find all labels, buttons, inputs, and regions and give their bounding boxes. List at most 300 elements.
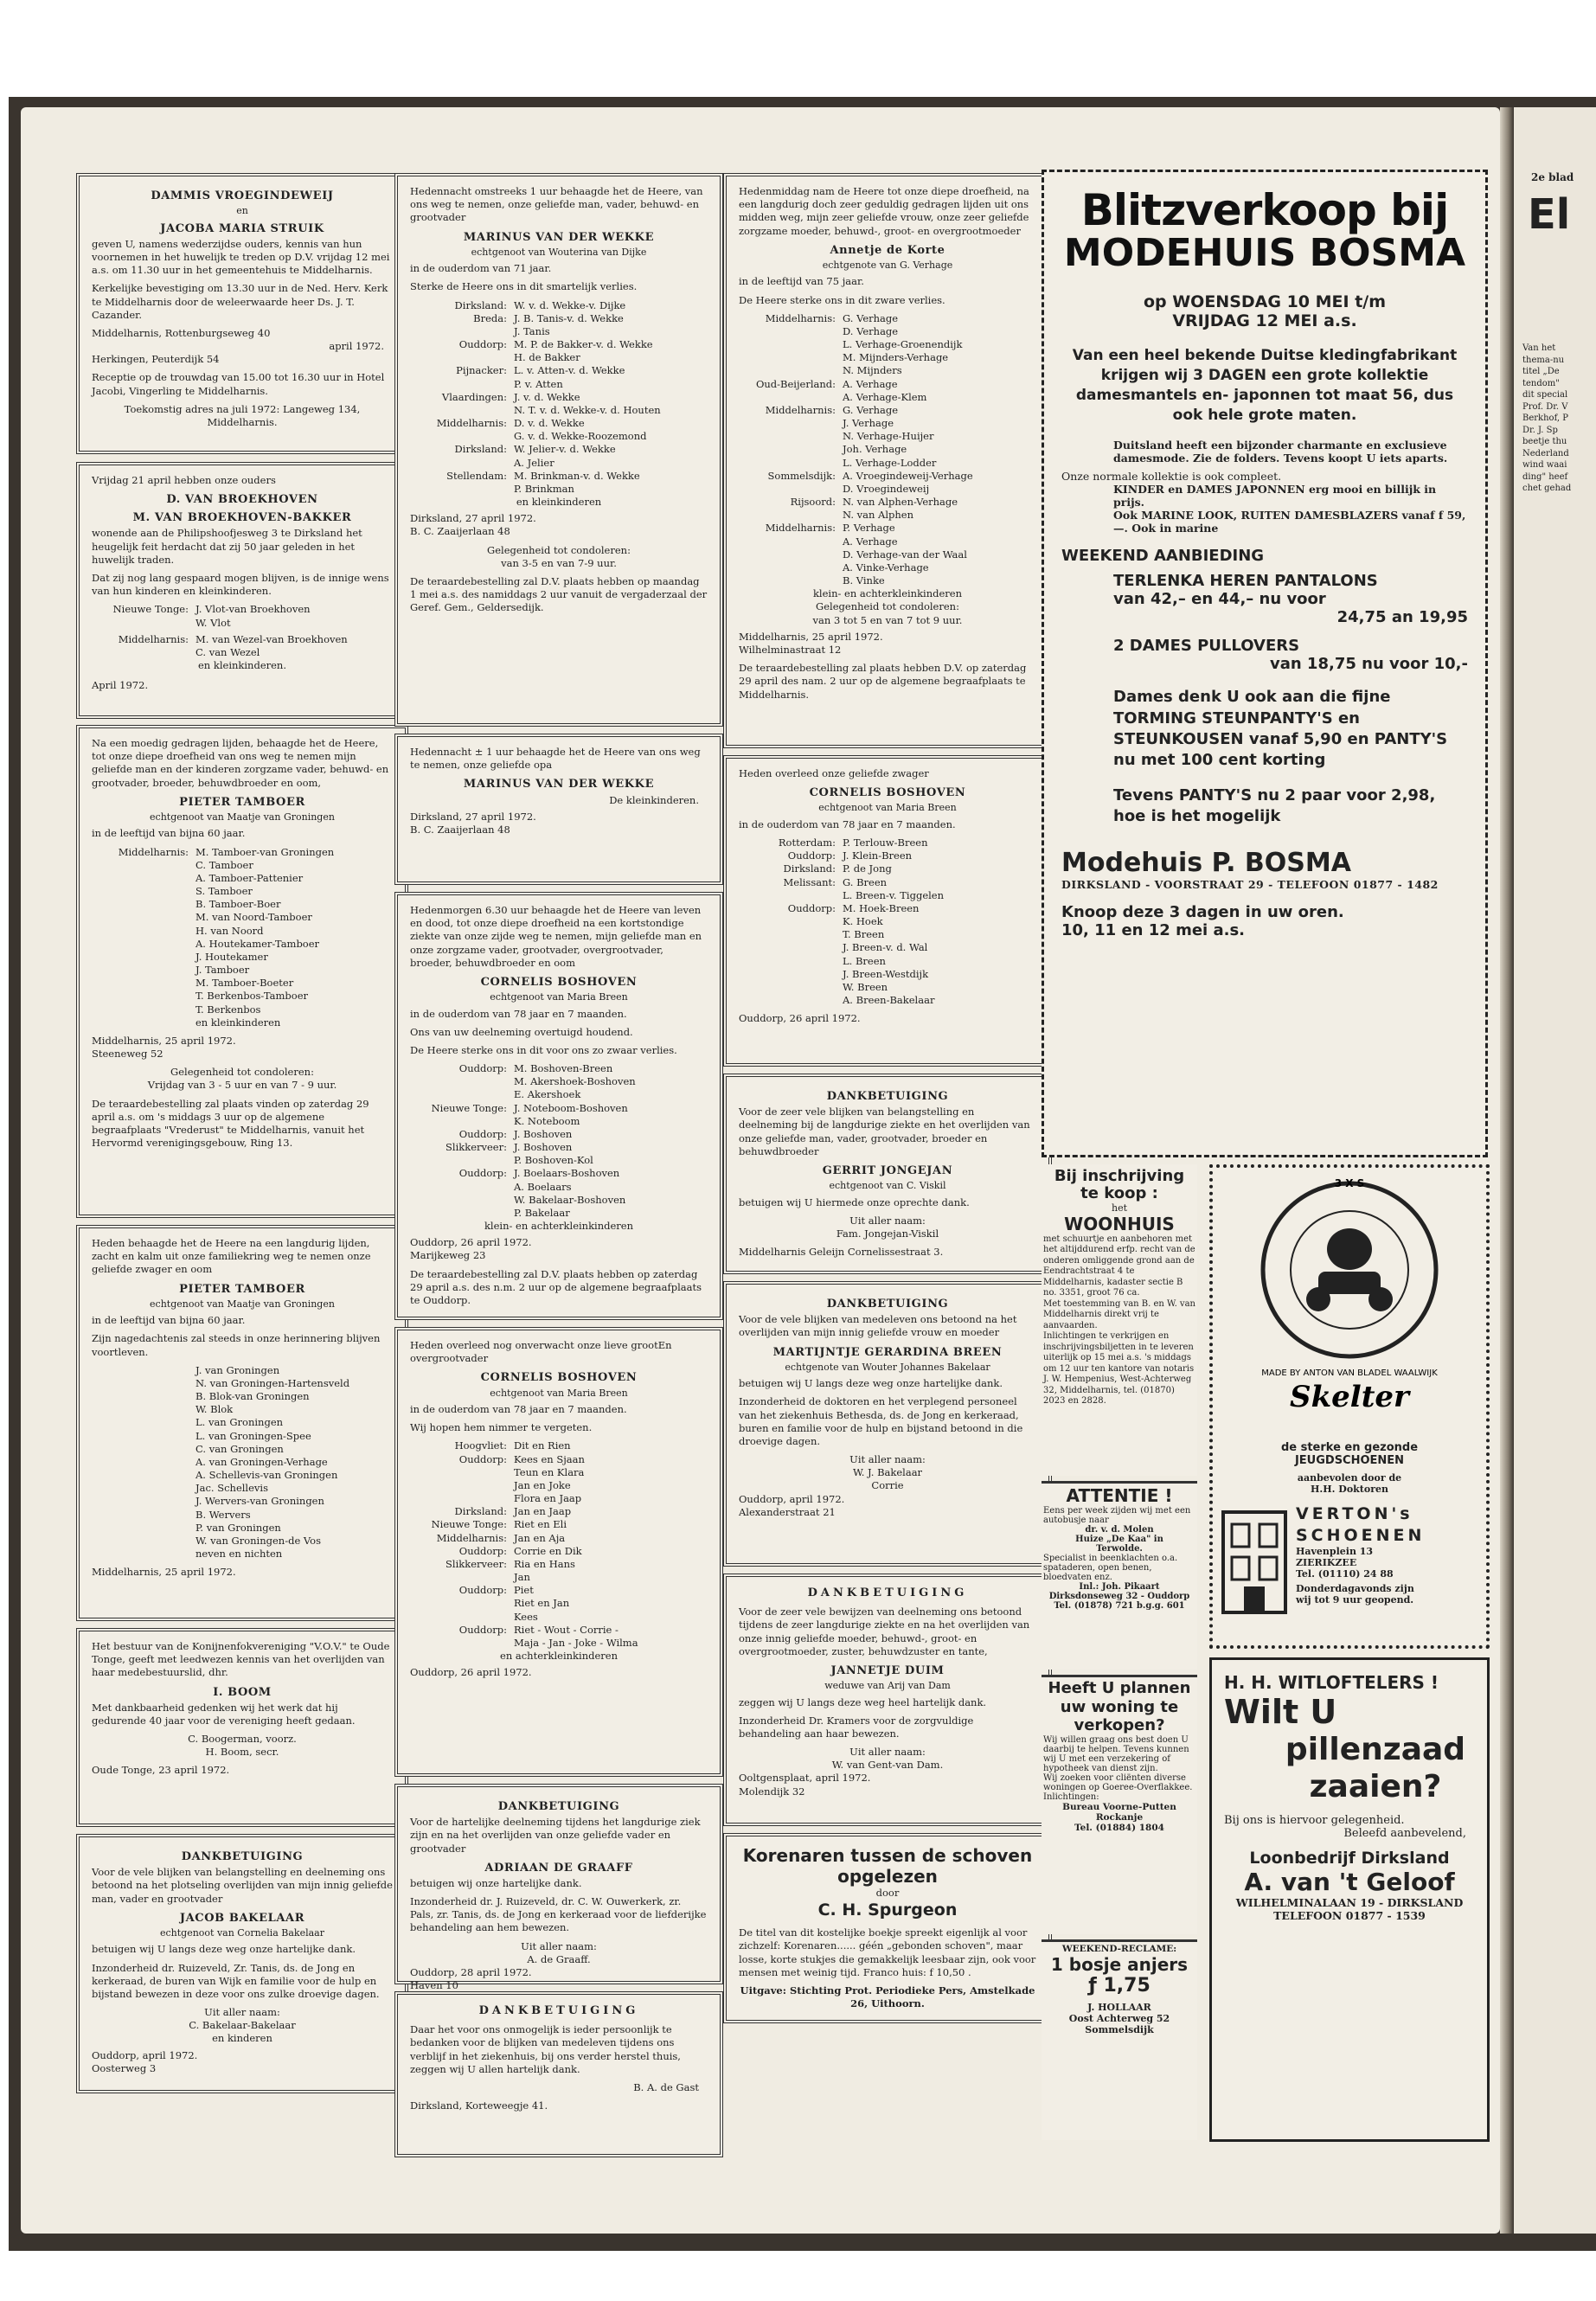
notice-title: DANKBETUIGING: [826, 1298, 949, 1311]
family-names: Riet en Eli: [514, 1518, 567, 1531]
deceased-spouse: echtgenoot van Maria Breen: [490, 991, 628, 1003]
notice-body: Na een moedig gedragen lijden, behaagde het de Heere, tot onze diepe droefheid van ons weg te nemen mijn geliefde man en der kinderen zorgzame vader, behuwd- en grootvader, broeder, behuwdbroeder en oom,: [92, 737, 389, 789]
notice-date: Middelharnis, 25 april 1972. Wilhelminastraat 12: [739, 630, 883, 656]
ad-offer-panty: Dames denk U ook aan die fijne TORMING STEUNPANTY'S en STEUNKOUSEN vanaf 5,90 en PANTY'S nu met 100 cent korting: [1113, 688, 1448, 770]
notice-jongejan: [723, 1074, 1052, 1274]
deceased-spouse: echtgenoot van Maria Breen: [490, 1387, 628, 1399]
family-place: Ouddorp:: [458, 1544, 507, 1557]
notice-date: Dirksland, 27 april 1972. B. C. Zaaijerlaan 48: [410, 512, 536, 538]
next-page-label: 2e blad: [1531, 171, 1574, 183]
deceased-name: MARINUS VAN DER WEKKE: [463, 230, 655, 244]
notice-tamboer-2: [76, 1225, 408, 1621]
notice-address-2: Herkingen, Peuterdijk 54: [92, 353, 220, 366]
family-row: [739, 470, 1036, 496]
notice-boom: [76, 1628, 408, 1827]
ad-offer-pantalons-new: 24,75 an 19,95: [1336, 608, 1468, 627]
notice-address: Middelharnis, Rottenburgseweg 40: [92, 326, 271, 339]
family-place: Ouddorp:: [458, 1167, 507, 1180]
ad-publisher: Uitgave: Stichting Prot. Periodieke Pers, Amstelkade 26, Uithoorn.: [740, 1984, 1035, 2010]
notice-end: en kleinkinderen.: [198, 659, 286, 672]
deceased-spouse: echtgenote van Wouter Johannes Bakelaar: [785, 1361, 990, 1373]
family-names: W. Jelier-v. d. Wekke A. Jelier: [514, 443, 616, 469]
family-row: [739, 876, 1036, 902]
notice-date: Ooltgensplaat, april 1972. Molendijk 32: [739, 1772, 871, 1798]
ad-contact: Inl.: Joh. Pikaart Dirksdonseweg 32 - Ouddorp Tel. (01878) 721 b.g.g. 601: [1048, 1582, 1190, 1611]
ad-woonhuis: [1042, 1164, 1197, 1476]
notice-title: DANKBETUIGING: [478, 2004, 639, 2017]
family-row: [92, 633, 393, 659]
notice-body: Hedennacht omstreeks 1 uur behaagde het de Heere, van ons weg te nemen, onze geliefde man, vader, behuwd- en grootvader: [410, 185, 703, 224]
notice-duim: [723, 1574, 1052, 1826]
family-names: M. Brinkman-v. d. Wekke P. Brinkman: [514, 469, 640, 495]
notice-body-3: Inzonderheid Dr. Kramers voor de zorgvuldige behandeling aan haar bewezen.: [739, 1714, 974, 1740]
deceased-name: GERRIT JONGEJAN: [822, 1163, 953, 1177]
ad-address: WILHELMINALAAN 19 - DIRKSLAND: [1235, 1896, 1464, 1910]
family-row: [92, 846, 393, 1029]
deceased-age: in de ouderdom van 71 jaar.: [410, 262, 552, 275]
notice-body-2: zeggen wij U langs deze weg heel hartelijk dank.: [739, 1695, 987, 1708]
family-names: L. v. Atten-v. d. Wekke P. v. Atten: [514, 364, 625, 390]
deceased-name: CORNELIS BOSHOVEN: [480, 1371, 638, 1385]
notice-signature: Uit aller naam: W. van Gent-van Dam.: [831, 1746, 944, 1772]
ad-signoff: Beleefd aanbevelend,: [1343, 1827, 1466, 1841]
notice-title-2: M. VAN BROEKHOVEN-BAKKER: [132, 511, 352, 525]
family-names: M. Boshoven-Breen M. Akershoek-Boshoven E. Akershoek: [514, 1062, 636, 1101]
notice-body-2: betuigen wij U langs deze weg onze hartelijke dank.: [92, 1943, 356, 1956]
notice-boshoven-1: [394, 892, 723, 1320]
notice-date: Ouddorp, 26 april 1972.: [739, 1012, 861, 1025]
notice-date: Dirksland, 27 april 1972. B. C. Zaaijerlaan 48: [410, 810, 536, 836]
deceased-spouse: echtgenoot van Maatje van Groningen: [150, 811, 335, 823]
notice-tamboer-1: [76, 725, 408, 1218]
family-row: [410, 1453, 708, 1506]
ad-body: Eens per week zijden wij met een autobusje naar: [1043, 1506, 1191, 1525]
deceased-spouse: echtgenoot van Maria Breen: [818, 802, 957, 814]
notice-title: DAMMIS VROEGINDEWEIJ: [151, 189, 334, 202]
notice-korte: [723, 173, 1052, 748]
ad-shop-headline: MODEHUIS BOSMA: [1063, 230, 1466, 275]
notice-dammis: [76, 173, 408, 454]
notice-body: geven U, namens wederzijdse ouders, kennis van hun voornemen in het huwelijk te treden op D.V. vrijdag 12 mei a.s. om 11.30 uur in het gemeentehuis te Middelharnis.: [92, 237, 390, 277]
notice-signature: C. Boogerman, voorz. H. Boom, secr.: [188, 1733, 297, 1759]
notice-date: Oude Tonge, 23 april 1972.: [92, 1764, 230, 1777]
notice-body-2: Kerkelijke bevestiging om 13.30 uur in de Ned. Herv. Kerk te Middelharnis door de weleerwaarde heer Ds. J. T. Cazander.: [92, 282, 388, 321]
kart-icon: [1306, 1228, 1393, 1311]
notice-broekhoven: [76, 462, 408, 719]
notice-title-2: JACOBA MARIA STRUIK: [160, 221, 324, 235]
family-row: [410, 1439, 708, 1452]
ad-headline: ATTENTIE !: [1066, 1485, 1173, 1506]
family-names: Corrie en Dik: [514, 1544, 582, 1557]
deceased-spouse: echtgenoot van Maatje van Groningen: [150, 1298, 335, 1310]
family-place: Middelharnis:: [118, 845, 189, 858]
notice-gast: [394, 1991, 723, 2157]
ad-plannen: [1042, 1675, 1197, 1934]
notice-wekke-2: [394, 734, 723, 885]
family-row: [410, 1518, 708, 1531]
notice-title: DANKBETUIGING: [807, 1586, 968, 1599]
notice-body-2: Met dankbaarheid gedenken wij het werk dat hij gedurende 40 jaar voor de vereniging heeft gedaan.: [92, 1701, 356, 1727]
notice-funeral: De teraardebestelling zal plaats vinden op zaterdag 29 april a.s. om 's middags 3 uur op de algemene begraafplaats "Vrederust" te Middelharnis, vanuit het Hervormd verenigingsgebouw, Ring 13.: [92, 1097, 369, 1150]
family-place: Melissant:: [783, 875, 836, 888]
notice-title: DANKBETUIGING: [826, 1090, 949, 1103]
ad-address: dr. v. d. Molen Huize „De Kaa" in Terwolde.: [1075, 1525, 1163, 1554]
ad-headline: Bij inschrijving te koop :: [1054, 1167, 1185, 1202]
family-names: M. P. de Bakker-v. d. Wekke H. de Bakker: [514, 338, 653, 364]
notice-body-2: Wij hopen hem nimmer te vergeten.: [410, 1421, 593, 1434]
family-place: Vlaardingen:: [441, 390, 507, 403]
ad-headline: Blitzverkoop bij: [1080, 185, 1449, 235]
family-row: [739, 312, 1036, 378]
notice-body: Voor de zeer vele bewijzen van deelneming ons betoond tijdens de zeer langdurige ziekte en na het overlijden van onze innig geliefde moeder, behuwd-, groot- en overgrootmoeder, zuster, behuwdzuster en tante,: [739, 1606, 1030, 1657]
notice-end: en achterkleinkinderen: [500, 1650, 618, 1663]
deceased-spouse: weduwe van Arij van Dam: [824, 1680, 951, 1691]
ad-offer-pantalons: TERLENKA HEREN PANTALONS: [1113, 572, 1378, 591]
notice-body: Heden overleed nog onverwacht onze lieve grootEn overgrootvader: [410, 1339, 672, 1365]
notice-signature: De kleinkinderen.: [609, 793, 699, 806]
family-names: Ria en Hans Jan: [514, 1557, 575, 1584]
notice-body-2: betuigen wij U langs deze weg onze hartelijke dank.: [739, 1377, 1003, 1390]
notice-body: wonende aan de Philipshoofjesweg 3 te Dirksland het heugelijk feit herdacht dat zij 50 jaar geleden in het huwelijk traden.: [92, 527, 362, 566]
family-row: [410, 470, 708, 496]
family-place: Oud-Beijerland:: [755, 377, 836, 390]
deceased-age: in de ouderdom van 78 jaar en 7 maanden.: [739, 817, 956, 830]
family-place: Hoogvliet:: [454, 1439, 507, 1452]
notice-body: Hedenmorgen 6.30 uur behaagde het de Heere van leven en dood, tot onze diepe droefheid na een kortstondige ziekte van onze zijde weg te nemen, mijn geliefde man en onze zorgzame vader, grootvader, overgrootvader, broeder, behuwdbroeder en oom: [410, 904, 702, 969]
notice-date: Dirksland, Korteweegje 41.: [410, 2099, 548, 2112]
family-row: [410, 443, 708, 469]
family-place: Breda:: [473, 311, 507, 324]
family-row: [410, 1102, 708, 1128]
family-names: M. van Wezel-van Broekhoven C. van Wezel: [195, 632, 348, 658]
family-row: [739, 902, 1036, 1007]
family-place: Dirksland:: [454, 443, 507, 456]
family-names: G. Verhage D. Verhage L. Verhage-Groenendijk M. Mijnders-Verhage N. Mijnders: [843, 311, 963, 377]
family-place: Ouddorp:: [787, 901, 836, 914]
deceased-age: in de leeftijd van 75 jaar.: [739, 275, 864, 288]
notice-signature: B. A. de Gast: [633, 2080, 699, 2093]
ad-recommended: aanbevolen door de H.H. Doktoren: [1297, 1472, 1402, 1495]
ad-offer-pullovers: 2 DAMES PULLOVERS: [1113, 637, 1300, 656]
family-row: [410, 1532, 708, 1545]
notice-signature: Uit aller naam: Fam. Jongejan-Viskil: [836, 1214, 939, 1240]
deceased-name: I. BOOM: [213, 1685, 272, 1699]
family-names: Jan en Aja: [514, 1531, 566, 1544]
ad-dates: op WOENSDAG 10 MEI t/m VRIJDAG 12 MEI a.s.: [1143, 292, 1387, 330]
family-row: [410, 1167, 708, 1220]
family-row: [739, 378, 1036, 404]
notice-reception: Receptie op de trouwdag van 15.00 tot 16.30 uur in Hotel Jacobi, Vingerling te Middelharnis.: [92, 371, 385, 397]
family-place: Slikkerveer:: [445, 1141, 507, 1154]
ad-attentie: [1042, 1481, 1197, 1670]
family-row: [92, 603, 393, 629]
deceased-name: JANNETJE DUIM: [830, 1663, 945, 1677]
ad-anjers: [1042, 1939, 1197, 2140]
family-names: J. Boshoven: [514, 1127, 573, 1140]
notice-body-2: Ons van uw deelneming overtuigd houdend.: [410, 1025, 633, 1038]
logo-ring-text: MADE BY ANTON VAN BLADEL WAALWIJK: [1261, 1368, 1438, 1378]
notice-condolences: Gelegenheid tot condoleren: van 3 tot 5 en van 7 tot 9 uur.: [812, 600, 963, 626]
notice-title: DANKBETUIGING: [497, 1800, 620, 1813]
notice-body-2: Zijn nagedachtenis zal steeds in onze herinnering blijven voortleven.: [92, 1332, 381, 1358]
deceased-name: CORNELIS BOSHOVEN: [809, 786, 966, 800]
family-place: Middelharnis:: [118, 632, 189, 645]
notice-end: en kleinkinderen: [516, 496, 602, 509]
page-spine: [1500, 107, 1514, 2234]
notice-body-3: Inzonderheid dr. Ruizeveld, Zr. Tanis, ds. de Jong en kerkeraad, de buren van Wijk en familie voor de hulp en bijstand bewezen in deze voor ons zulke droevige dagen.: [92, 1961, 380, 2000]
family-names: J. Noteboom-Boshoven K. Noteboom: [514, 1101, 628, 1127]
deceased-name: JACOB BAKELAAR: [179, 1911, 305, 1925]
family-list: [410, 299, 708, 497]
family-place: Ouddorp:: [458, 1452, 507, 1465]
ad-subject: WOONHUIS: [1064, 1213, 1175, 1234]
notice-boshoven-2: [394, 1327, 723, 1777]
family-row: [410, 364, 708, 390]
ad-body-3: Inlichtingen te verkrijgen en inschrijvingsbiljetten in te leveren uiterlijk op 15 mei a.s. 's middags om 12 uur ten kantore van notaris J. W. Hempenius, West-Achterweg 32, Middelharnis, tel. (01870) 2023 en 2828.: [1043, 1331, 1195, 1407]
family-row: [739, 862, 1036, 875]
ad-question: pillenzaad zaaien?: [1285, 1732, 1466, 1805]
family-place: Ouddorp:: [458, 1623, 507, 1636]
family-names: J. B. Tanis-v. d. Wekke J. Tanis: [514, 311, 624, 337]
brand-skelter: Skelter: [1290, 1380, 1409, 1414]
notice-title: DANKBETUIGING: [181, 1850, 304, 1863]
ad-blitzverkoop: [1042, 170, 1488, 1157]
notice-future-address: Toekomstig adres na juli 1972: Langeweg 134, Middelharnis.: [124, 402, 361, 428]
notice-funeral: De teraardebestelling zal D.V. plaats hebben op maandag 1 mei a.s. des namiddags 2 uur vanuit de vergaderzaal der Geref. Gem., Geldersedijk.: [410, 574, 708, 614]
family-row: [410, 312, 708, 338]
family-place: Ouddorp:: [458, 1127, 507, 1140]
notice-body-3: De Heere sterke ons in dit voor ons zo zwaar verlies.: [410, 1043, 677, 1056]
family-names: Jan en Jaap: [514, 1505, 572, 1518]
family-row: [410, 299, 708, 312]
ad-normal-collection: Onze normale kollektie is ook compleet.: [1061, 470, 1282, 484]
deceased-name: ADRIAAN DE GRAAFF: [484, 1861, 633, 1875]
family-place: Ouddorp:: [458, 338, 507, 351]
notice-body: Voor de vele blijken van belangstelling en deelneming ons betoond na het plotseling overlijden van mijn innig geliefde man, vader en grootvader: [92, 1866, 393, 1905]
notice-date: Ouddorp, april 1972. Alexanderstraat 21: [739, 1492, 845, 1518]
family-place: Ouddorp:: [458, 1584, 507, 1597]
notice-date: Middelharnis Geleijn Cornelissestraat 3.: [739, 1246, 944, 1259]
family-names: A. Vroegindeweij-Verhage D. Vroegindeweij: [843, 469, 973, 495]
family-place: Middelharnis:: [765, 311, 836, 324]
deceased-name: MARINUS VAN DER WEKKE: [463, 778, 655, 792]
family-place: Pijnacker:: [456, 364, 507, 377]
family-place: Rijsoord:: [790, 496, 836, 509]
ad-german-fashion: Duitsland heeft een bijzonder charmante en exclusieve damesmode. Zie de folders. Tevens koopt U iets aparts.: [1113, 439, 1448, 465]
notice-conj: en: [236, 205, 248, 217]
ad-offer-pullovers-price: van 18,75 nu voor 10,-: [1269, 655, 1468, 674]
ad-intro: Van een heel bekende Duitse kledingfabrikant krijgen wij 3 DAGEN een grote kollektie damesmantels en- japonnen tot maat 56, dus ook hele grote maten.: [1072, 346, 1458, 424]
family-place: Middelharnis:: [436, 417, 507, 430]
ad-by: door: [875, 1887, 900, 1899]
ad-body-2: Met toestemming van B. en W. van Middelharnis direkt vrij te aanvaarden.: [1043, 1298, 1195, 1330]
family-place: Dirksland:: [783, 862, 836, 875]
family-row: [410, 1141, 708, 1167]
family-names: J. Vlot-van Broekhoven W. Vlot: [195, 603, 311, 629]
family-place: Slikkerveer:: [445, 1557, 507, 1570]
ad-shop: J. HOLLAAR Oost Achterweg 52 Sommelsdijk: [1068, 2002, 1170, 2035]
family-row: [410, 1545, 708, 1558]
notice-boshoven-3: [723, 755, 1052, 1067]
deceased-name: Annetje de Korte: [830, 243, 945, 257]
ad-tagline: de sterke en gezonde JEUGDSCHOENEN: [1280, 1441, 1419, 1467]
family-place: Sommelsdijk:: [767, 469, 836, 482]
notice-body: Heden behaagde het de Heere na een langdurig lijden, zacht en kalm uit onze familiekring weg te nemen onze geliefde zwager en oom: [92, 1237, 371, 1276]
notice-body-2: De Heere sterke ons in dit zware verlies.: [739, 293, 945, 306]
notice-body: Heden overleed onze geliefde zwager: [739, 767, 929, 779]
family-row: [739, 836, 1036, 849]
notice-body: Hedenmiddag nam de Heere tot onze diepe droefheid, na een langdurig doch zeer geduldig gedragen lijden uit ons midden weg, mijn zeer geliefde vrouw, onze zeer geliefde zorgzame moeder, behuwd-, groot- en overgrootmoeder: [739, 185, 1029, 237]
notice-intro: Vrijdag 21 april hebben onze ouders: [92, 474, 276, 486]
notice-signature: Uit aller naam: C. Bakelaar-Bakelaar en kinderen: [189, 2006, 296, 2045]
deceased-age: in de leeftijd van bijna 60 jaar.: [92, 827, 246, 840]
deceased-name: PIETER TAMBOER: [179, 795, 305, 809]
family-place: Rotterdam:: [778, 836, 836, 849]
skelter-logo: [1220, 1175, 1479, 1452]
family-names: Piet Riet en Jan Kees: [514, 1584, 570, 1623]
notice-body: Voor de vele blijken van medeleven ons betoond na het overlijden van mijn innig geliefde vrouw en moeder: [739, 1313, 1017, 1339]
ad-body: Wij willen graag ons best doen U daarbij te helpen. Tevens kunnen wij U met een verzekering of hypotheek van dienst zijn. Wij zoeken voor cliënten diverse woningen op Goeree-Overflakkee.: [1043, 1734, 1193, 1792]
notice-end: klein- en achterkleinkinderen: [812, 587, 963, 600]
storefront-icon: [1220, 1503, 1289, 1616]
ad-title: Korenaren tussen de schoven opgelezen: [742, 1845, 1033, 1887]
deceased-name: PIETER TAMBOER: [179, 1282, 305, 1296]
ad-headline: 1 bosje anjers: [1050, 1954, 1189, 1975]
family-place: Dirksland:: [454, 298, 507, 311]
family-names: J. Boelaars-Boshoven A. Boelaars W. Bakelaar-Boshoven P. Bakelaar: [514, 1167, 626, 1219]
ad-headline: H. H. WITLOFTELERS !: [1224, 1672, 1439, 1693]
notice-graaff: [394, 1784, 723, 1992]
family-names: J. Klein-Breen: [843, 849, 913, 862]
deceased-name: CORNELIS BOSHOVEN: [480, 975, 638, 989]
notice-body-2: Sterke de Heere ons in dit smartelijk verlies.: [410, 280, 638, 293]
notice-date: Ouddorp, 26 april 1972. Marijkeweg 23: [410, 1236, 532, 1262]
family-row: [410, 1584, 708, 1624]
family-row: [410, 417, 708, 443]
family-place: Nieuwe Tonge:: [112, 603, 189, 616]
ad-pillenzaad: [1209, 1657, 1490, 2142]
notice-funeral: De teraardebestelling zal plaats hebben D.V. op zaterdag 29 april des nam. 2 uur op de algemene begraafplaats te Middelharnis.: [739, 662, 1027, 701]
notice-signature: Uit aller naam: W. J. Bakelaar Corrie: [849, 1453, 926, 1492]
family-row: [739, 522, 1036, 587]
family-place: Middelharnis:: [765, 522, 836, 535]
family-names: J. v. d. Wekke N. T. v. d. Wekke-v. d. Houten: [514, 390, 661, 416]
family-row: [410, 1624, 708, 1650]
family-row: [410, 338, 708, 364]
notice-body-3: Inzonderheid de doktoren en het verplegend personeel van het ziekenhuis Bethesda, ds. de Jong en kerkeraad, buren en familie voor de hulp en bijstand betoond in die droevige dagen.: [739, 1395, 1023, 1447]
ad-phone: TELEFOON 01877 - 1539: [1273, 1909, 1426, 1923]
family-names: G. Breen L. Breen-v. Tiggelen: [843, 875, 945, 901]
family-names: W. v. d. Wekke-v. Dijke: [514, 298, 626, 311]
family-place: Ouddorp:: [787, 849, 836, 862]
notice-condolences: Gelegenheid tot condoleren: Vrijdag van 3 - 5 uur en van 7 - 9 uur.: [147, 1066, 337, 1092]
deceased-age: in de ouderdom van 78 jaar en 7 maanden.: [410, 1403, 627, 1416]
deceased-name: MARTIJNTJE GERARDINA BREEN: [772, 1345, 1003, 1359]
family-names: M. Tamboer-van Groningen C. Tamboer A. Tamboer-Pattenier S. Tamboer B. Tamboer-Boer M. van Noord-Tamboer H. van Noord A. Houtekamer-Tamboer J. Houtekamer J. Tamboer M. Tamboer-Boeter T. Berkenbos-Tamboer T. Berkenbos en kleinkinderen: [195, 845, 335, 1029]
notice-condolences: Gelegenheid tot condoleren: van 3-5 en van 7-9 uur.: [487, 543, 631, 569]
notice-end: klein- en achterkleinkinderen: [484, 1220, 634, 1233]
verton-address: Havenplein 13 ZIERIKZEE Tel. (01110) 24 88: [1296, 1546, 1394, 1580]
deceased-age: in de ouderdom van 78 jaar en 7 maanden.: [410, 1007, 627, 1020]
ad-author: C. H. Spurgeon: [817, 1900, 958, 1920]
notice-date: April 1972.: [92, 679, 149, 692]
notice-body-2: Dat zij nog lang gespaard mogen blijven, is de innige wens van hun kinderen en kleinkinderen.: [92, 572, 389, 598]
next-page-text: Van het thema-nu titel „De tendom" dit special Prof. Dr. V Berkhof, P Dr. J. Sp beetje thu Nederland wind waai ding" heef chet gehad: [1522, 343, 1572, 493]
family-row: [739, 496, 1036, 522]
family-row: [739, 404, 1036, 470]
family-names: Riet - Wout - Corrie - Maja - Jan - Joke - Wilma: [514, 1623, 638, 1649]
notice-body: Hedennacht ± 1 uur behaagde het de Heere van ons weg te nemen, onze geliefde opa: [410, 746, 701, 772]
family-place: Nieuwe Tonge:: [431, 1101, 507, 1114]
notice-body: Daar het voor ons onmogelijk is ieder persoonlijk te bedanken voor de blijken van medeleven tijdens ons verblijf in het ziekenhuis, bij ons verder herstel thuis, zeggen wij U allen hartelijk dank.: [410, 2023, 681, 2075]
family-row: [410, 1062, 708, 1102]
family-names: G. Verhage J. Verhage N. Verhage-Huijer Joh. Verhage L. Verhage-Lodder: [843, 403, 937, 469]
notice-body-2: betuigen wij U hiermede onze oprechte dank.: [739, 1195, 970, 1208]
ad-label: WEEKEND-RECLAME:: [1061, 1944, 1177, 1954]
ad-contact: Bureau Voorne-Putten Rockanje Tel. (01884) 1804: [1062, 1801, 1176, 1833]
family-row: [739, 849, 1036, 862]
family-place: Middelharnis:: [436, 1531, 507, 1544]
deceased-spouse: echtgenote van G. Verhage: [822, 259, 953, 271]
deceased-spouse: echtgenoot van C. Viskil: [829, 1180, 946, 1191]
notice-title: D. VAN BROEKHOVEN: [166, 493, 318, 507]
ad-info-label: Inlichtingen:: [1043, 1791, 1099, 1802]
ad-body-2: Specialist in beenklachten o.a. spataderen, open benen, bloedvaten enz.: [1043, 1554, 1178, 1582]
ad-wilt-u: Wilt U: [1224, 1693, 1337, 1731]
deceased-age: in de leeftijd van bijna 60 jaar.: [92, 1314, 246, 1327]
family-names: M. Hoek-Breen K. Hoek T. Breen J. Breen-v. d. Wal L. Breen J. Breen-Westdijk W. Breen A. Breen-Bakelaar: [843, 901, 935, 1007]
family-names: A. Verhage A. Verhage-Klem: [843, 377, 927, 403]
notice-signature: Uit aller naam: A. de Graaff.: [521, 1939, 597, 1965]
notice-date: Middelharnis, 25 april 1972. Steeneweg 52: [92, 1034, 236, 1061]
logo-3xs: 3 X S: [1334, 1177, 1365, 1189]
ad-weekend-offer: WEEKEND AANBIEDING: [1061, 547, 1265, 566]
ad-price: ƒ 1,75: [1088, 1975, 1151, 1997]
notice-bakelaar: [76, 1834, 408, 2093]
ad-shop-name: Modehuis P. BOSMA: [1061, 848, 1351, 879]
family-place: Dirksland:: [454, 1505, 507, 1518]
ad-dresses: KINDER en DAMES JAPONNEN erg mooi en billijk in prijs. Ook MARINE LOOK, RUITEN DAMESBLAZERS vanaf f 59,—. Ook in marine: [1113, 483, 1466, 535]
verton-hours: Donderdagavonds zijn wij tot 9 uur geopend.: [1296, 1583, 1414, 1606]
verton-name: VERTON's SCHOENEN: [1296, 1504, 1426, 1545]
notice-wekke-1: [394, 173, 723, 727]
deceased-spouse: echtgenoot van Cornelia Bakelaar: [159, 1926, 325, 1939]
ad-offer-tevens: Tevens PANTY'S nu 2 paar voor 2,98, hoe is het mogelijk: [1113, 785, 1436, 825]
family-row: [410, 1558, 708, 1584]
notice-date: Middelharnis, 25 april 1972.: [92, 1566, 236, 1579]
ad-headline: Heeft U plannen uw woning te verkopen?: [1048, 1679, 1191, 1735]
family-names: Dit en Rien: [514, 1439, 571, 1452]
notice-date: Ouddorp, april 1972. Oosterweg 3: [92, 2048, 198, 2074]
notice-body-3: Inzonderheid dr. J. Ruizeveld, dr. C. W. Ouwerkerk, zr. Pals, zr. Tanis, ds. de Jong en kerkeraad voor de liefderijke behandeling aan hem bewezen.: [410, 1895, 707, 1934]
notice-date: Ouddorp, 28 april 1972. Haven 10: [410, 1965, 532, 1992]
family-place: Nieuwe Tonge:: [431, 1518, 507, 1531]
next-page-edge: [1514, 107, 1596, 2234]
ad-article: het: [1111, 1202, 1127, 1214]
notice-body: Voor de hartelijke deelneming tijdens het langdurige ziek zijn en na het overlijden van onze geliefde vader en grootvader: [410, 1816, 701, 1855]
family-place: Ouddorp:: [458, 1062, 507, 1075]
ad-spurgeon: [723, 1833, 1052, 2023]
notice-date: april 1972.: [329, 340, 384, 353]
family-names: P. Terlouw-Breen: [843, 836, 928, 849]
notice-body: Voor de zeer vele blijken van belangstelling en deelneming bij de langdurige ziekte en het overlijden van onze geliefde man, vader, grootvader, broeder en behuwdbroeder: [739, 1106, 1030, 1157]
family-place: Middelharnis:: [765, 403, 836, 416]
ad-reminder: Knoop deze 3 dagen in uw oren. 10, 11 en 12 mei a.s.: [1061, 903, 1344, 940]
verton-block: [1220, 1503, 1479, 1616]
notice-body-2: betuigen wij onze hartelijke dank.: [410, 1876, 582, 1889]
ad-body: Bij ons is hiervoor gelegenheid.: [1224, 1814, 1405, 1828]
next-page-headline: El: [1528, 190, 1571, 239]
